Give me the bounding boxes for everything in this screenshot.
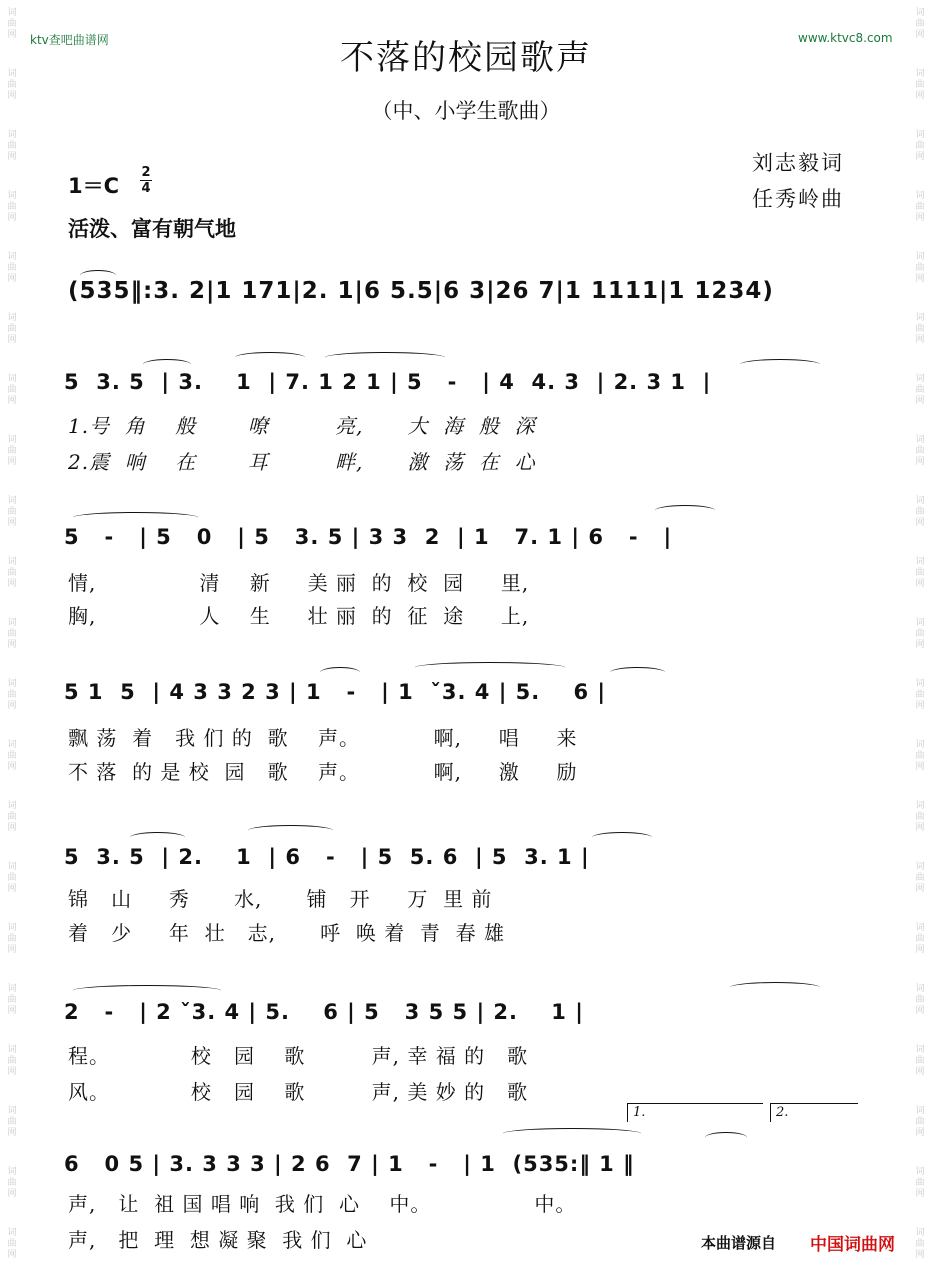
- intro-triplet-slur: [80, 270, 116, 281]
- watermark-mark: 词 曲 网: [915, 984, 925, 1016]
- score-row-5-notes: 2 - | 2 ˇ3. 4 | 5. 6 | 5 3 5 5 | 2. 1 |: [64, 1000, 584, 1024]
- watermark-mark: 词 曲 网: [915, 618, 925, 650]
- watermark-mark: 词 曲 网: [915, 679, 925, 711]
- score-row-6-lyric-1: 声, 让 祖 国 唱 响 我 们 心 中。 中。: [68, 1192, 577, 1216]
- slur: [325, 352, 445, 363]
- watermark-mark: 词 曲 网: [915, 313, 925, 345]
- watermark-mark: 词 曲 网: [7, 191, 17, 223]
- tempo-marking: 活泼、富有朝气地: [68, 217, 236, 241]
- watermark-mark: 词 曲 网: [915, 1045, 925, 1077]
- left-watermark-column: [0, 0, 24, 1279]
- slur: [655, 505, 715, 516]
- watermark-mark: 词 曲 网: [915, 435, 925, 467]
- watermark-mark: 词 曲 网: [915, 374, 925, 406]
- watermark-mark: 词 曲 网: [7, 8, 17, 40]
- time-signature-top: 2: [141, 165, 151, 180]
- slur: [130, 832, 185, 843]
- watermark-mark: 词 曲 网: [7, 1167, 17, 1199]
- slur: [235, 352, 305, 363]
- triplet-slur: [705, 1132, 747, 1143]
- watermark-mark: 词 曲 网: [7, 862, 17, 894]
- watermark-mark: 词 曲 网: [7, 984, 17, 1016]
- watermark-mark: 词 曲 网: [915, 8, 925, 40]
- watermark-mark: 词 曲 网: [915, 69, 925, 101]
- score-row-2-lyric-1: 情, 清 新 美 丽 的 校 园 里,: [68, 571, 530, 595]
- score-row-4-notes: 5 3. 5 | 2. 1 | 6 - | 5 5. 6 | 5 3. 1 |: [64, 845, 590, 869]
- right-watermark-column: [908, 0, 932, 1279]
- watermark-mark: 词 曲 网: [7, 435, 17, 467]
- slur: [730, 982, 820, 993]
- score-row-3-notes: 5 1 5 | 4 3 3 2 3 | 1 - | 1 ˇ3. 4 | 5. 6 |: [64, 680, 607, 704]
- score-row-1-lyric-2: 2.震 响 在 耳 畔, 激 荡 在 心: [68, 450, 536, 474]
- tie: [73, 985, 221, 996]
- watermark-mark: 词 曲 网: [7, 1228, 17, 1260]
- volta-first-ending: 1.: [627, 1103, 763, 1122]
- tie: [503, 1128, 641, 1139]
- watermark-mark: 词 曲 网: [7, 1106, 17, 1138]
- volta-second-ending: 2.: [770, 1103, 858, 1122]
- watermark-mark: 词 曲 网: [915, 557, 925, 589]
- score-row-2-lyric-2: 胸, 人 生 壮 丽 的 征 途 上,: [68, 604, 530, 628]
- watermark-mark: 词 曲 网: [915, 252, 925, 284]
- slur: [740, 359, 820, 370]
- lyricist-credit: 刘志毅词: [752, 151, 844, 175]
- tie: [415, 662, 565, 673]
- slur: [248, 825, 333, 836]
- watermark-mark: 词 曲 网: [7, 1045, 17, 1077]
- watermark-mark: 词 曲 网: [7, 679, 17, 711]
- watermark-site-right: www.ktvc8.com: [798, 31, 893, 45]
- watermark-mark: 词 曲 网: [7, 801, 17, 833]
- tie: [73, 512, 198, 523]
- watermark-mark: 词 曲 网: [915, 740, 925, 772]
- watermark-mark: 词 曲 网: [7, 69, 17, 101]
- watermark-mark: 词 曲 网: [915, 801, 925, 833]
- watermark-mark: 词 曲 网: [915, 923, 925, 955]
- intro-line: (535‖:3. 2|1 171|2. 1|6 5.5|6 3|26 7|1 1111|1 1234): [68, 278, 774, 304]
- score-row-5-lyric-2: 风。 校 园 歌 声, 美 妙 的 歌: [68, 1080, 529, 1104]
- score-row-4-lyric-2: 着 少 年 壮 志, 呼 唤 着 青 春 雄: [68, 921, 506, 945]
- song-subtitle: （中、小学生歌曲）: [371, 99, 561, 123]
- score-row-3-lyric-1: 飘 荡 着 我 们 的 歌 声。 啊, 唱 来: [68, 726, 578, 750]
- watermark-mark: 词 曲 网: [915, 496, 925, 528]
- slur: [143, 359, 191, 370]
- score-row-6-notes: 6 0 5 | 3. 3 3 3 | 2 6 7 | 1 - | 1 (535:‖ 1 ‖: [64, 1152, 635, 1176]
- score-row-3-lyric-2: 不 落 的 是 校 园 歌 声。 啊, 激 励: [68, 760, 578, 784]
- source-label: 本曲谱源自: [701, 1234, 777, 1252]
- watermark-mark: 词 曲 网: [7, 923, 17, 955]
- time-signature-bottom: 4: [141, 181, 151, 196]
- watermark-mark: 词 曲 网: [915, 862, 925, 894]
- score-row-2-notes: 5 - | 5 0 | 5 3. 5 | 3 3 2 | 1 7. 1 | 6 - |: [64, 525, 673, 549]
- time-signature: [140, 166, 152, 195]
- watermark-site-left: ktv查吧曲谱网: [30, 33, 109, 47]
- key-signature: 1＝C: [68, 174, 120, 198]
- watermark-mark: 词 曲 网: [915, 1167, 925, 1199]
- score-row-1-lyric-1: 1.号 角 般 嘹 亮, 大 海 般 深: [68, 414, 536, 438]
- score-row-6-lyric-2: 声, 把 理 想 凝 聚 我 们 心: [68, 1228, 368, 1252]
- score-row-1-notes: 5 3. 5 | 3. 1 | 7. 1 2 1 | 5 - | 4 4. 3 | 2. 3 1 |: [64, 370, 712, 394]
- watermark-mark: 词 曲 网: [7, 618, 17, 650]
- watermark-mark: 词 曲 网: [915, 1106, 925, 1138]
- song-title: 不落的校园歌声: [340, 38, 592, 78]
- slur: [610, 667, 665, 678]
- watermark-mark: 词 曲 网: [7, 313, 17, 345]
- watermark-mark: 词 曲 网: [7, 740, 17, 772]
- watermark-mark: 词 曲 网: [7, 496, 17, 528]
- watermark-mark: 词 曲 网: [7, 374, 17, 406]
- watermark-mark: 词 曲 网: [915, 1228, 925, 1260]
- composer-credit: 任秀岭曲: [752, 187, 844, 211]
- watermark-mark: 词 曲 网: [7, 130, 17, 162]
- score-row-4-lyric-1: 锦 山 秀 水, 铺 开 万 里 前: [68, 887, 493, 911]
- source-site: 中国词曲网: [810, 1235, 895, 1255]
- watermark-mark: 词 曲 网: [915, 191, 925, 223]
- watermark-mark: 词 曲 网: [7, 252, 17, 284]
- score-row-5-lyric-1: 程。 校 园 歌 声, 幸 福 的 歌: [68, 1044, 529, 1068]
- watermark-mark: 词 曲 网: [915, 130, 925, 162]
- slur: [592, 832, 652, 843]
- watermark-mark: 词 曲 网: [7, 557, 17, 589]
- slur: [320, 667, 360, 678]
